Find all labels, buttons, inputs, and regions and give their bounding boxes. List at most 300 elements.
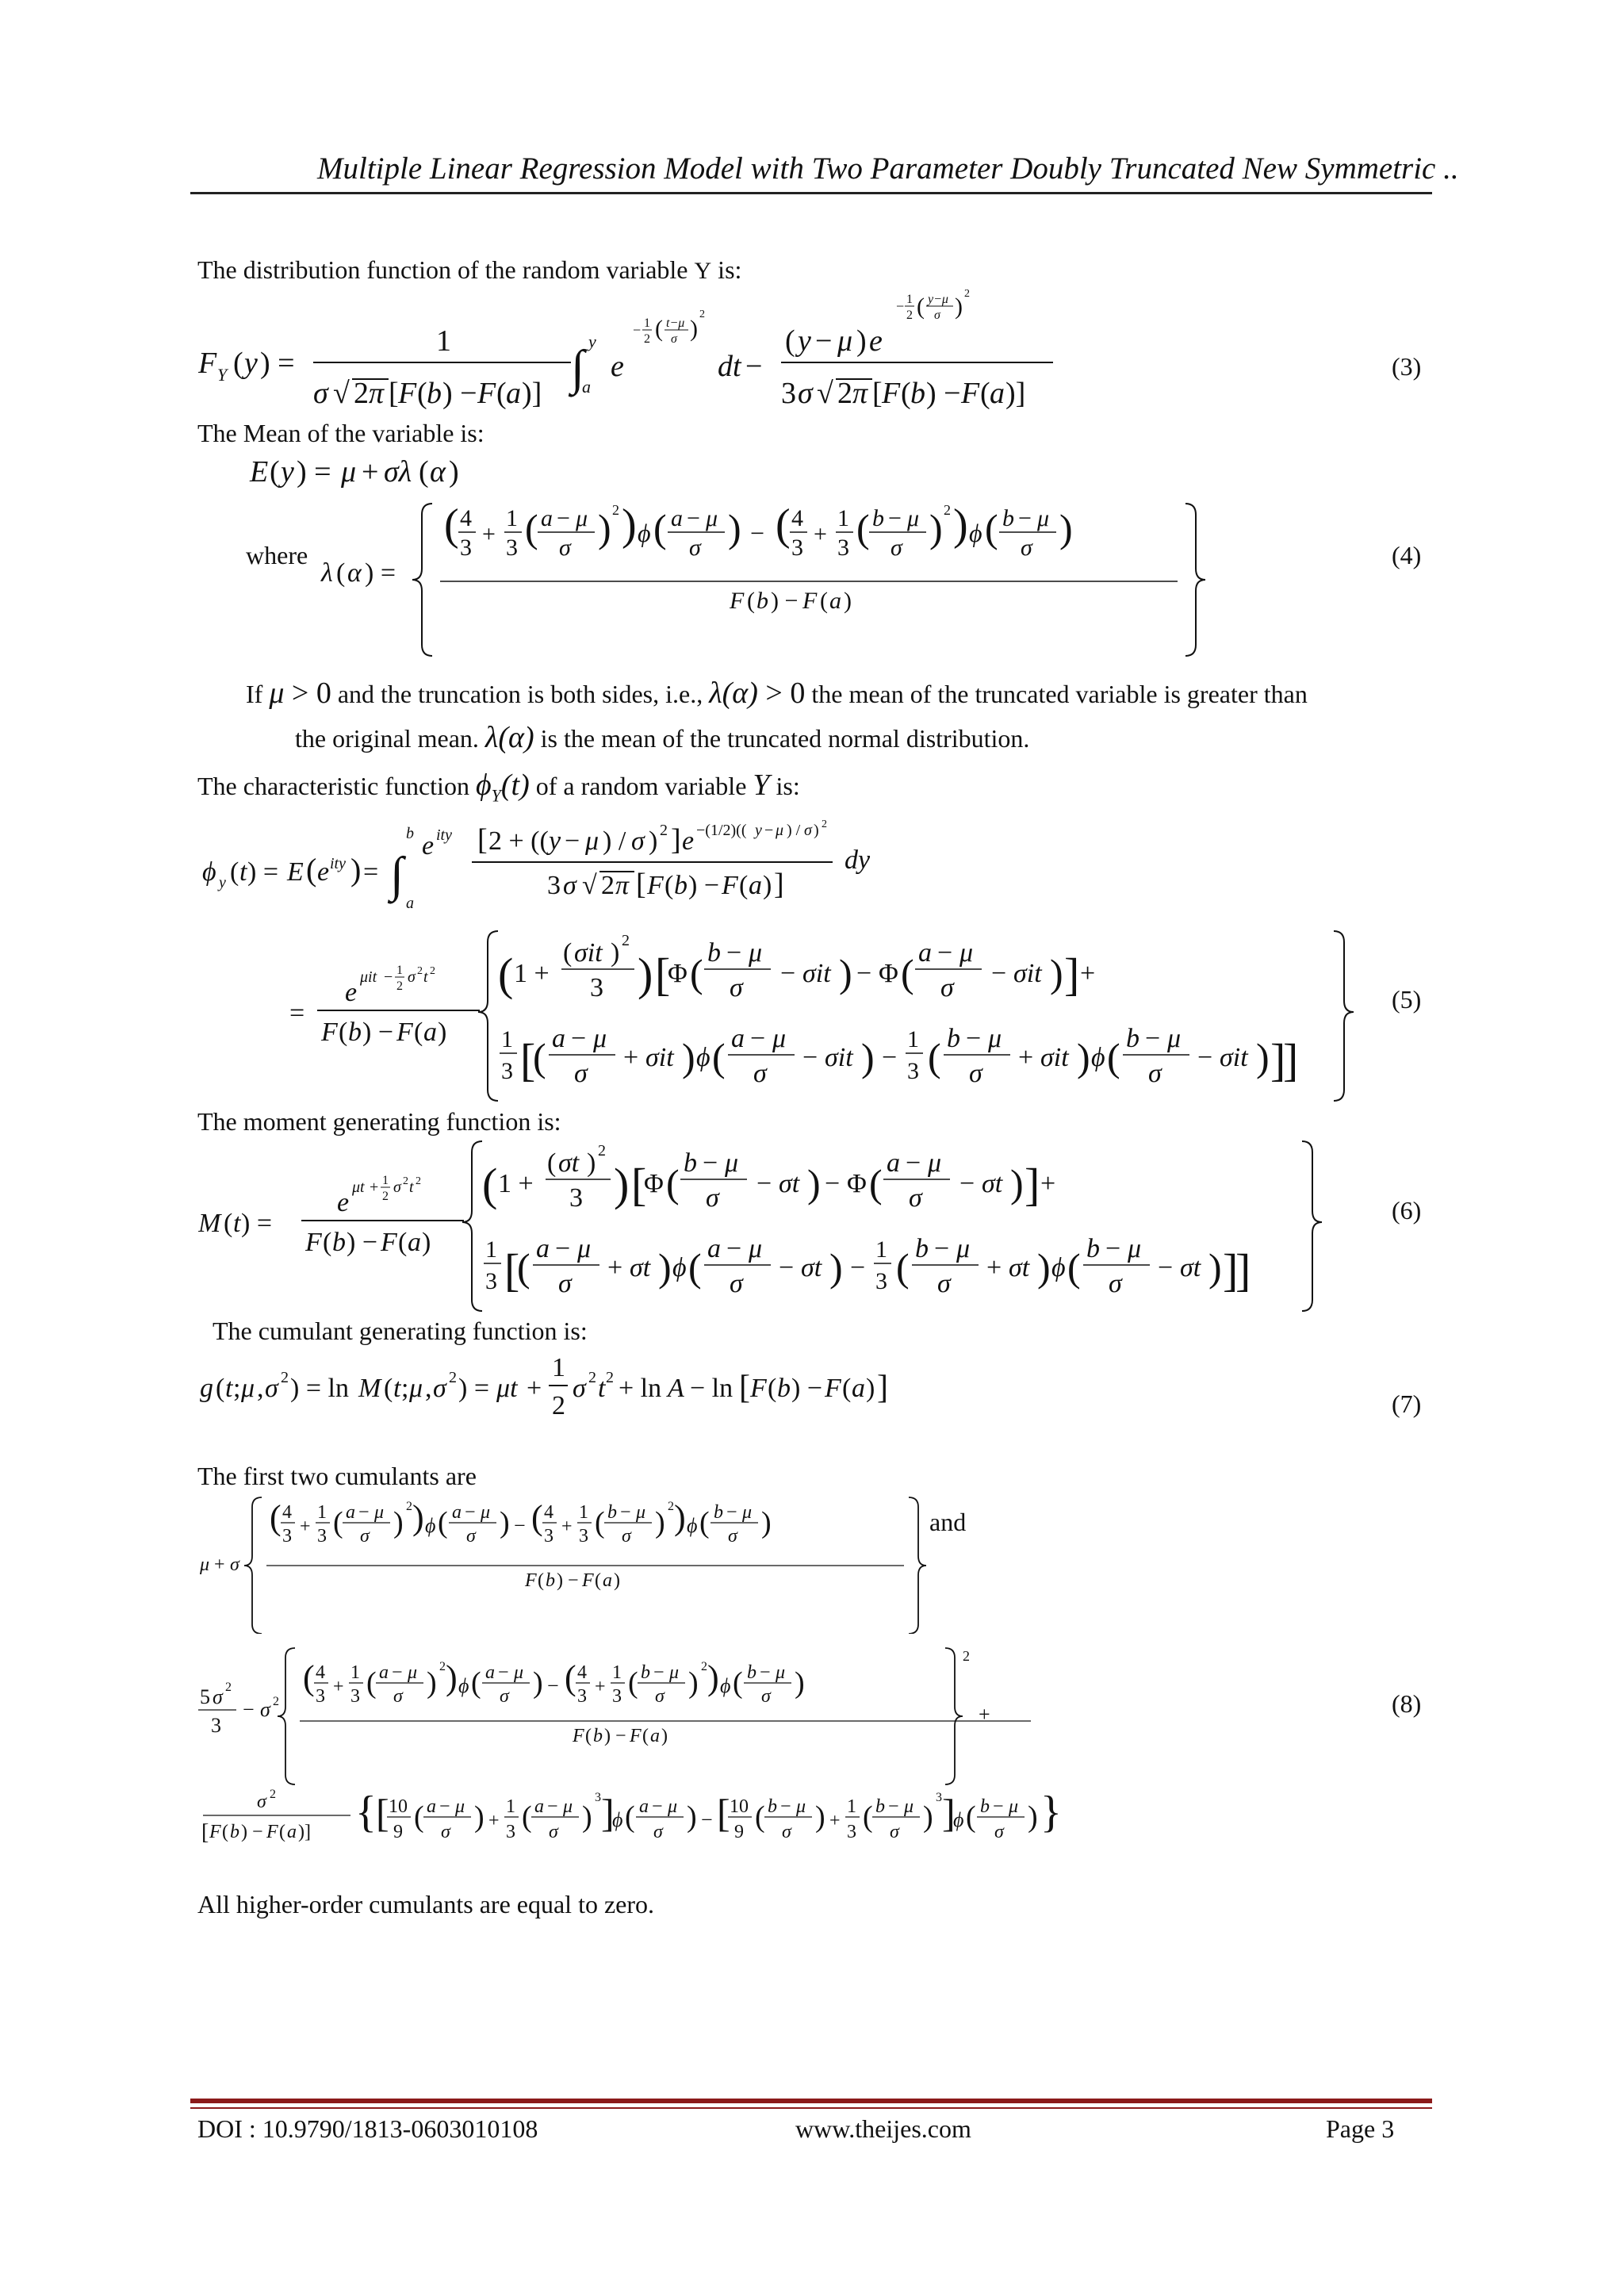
svg-text:2: 2 [552,1391,565,1420]
svg-text:b: b [230,1822,239,1842]
svg-text:[: [ [872,377,883,410]
svg-text:ϕ: ϕ [1051,1253,1066,1282]
svg-text:a: a [406,895,414,912]
svg-text:+: + [1040,1169,1056,1198]
svg-text:σλ: σλ [384,455,412,489]
svg-text:+: + [362,455,379,489]
svg-text:μ: μ [904,1796,914,1817]
svg-text:[: [ [504,1244,520,1296]
svg-text:[: [ [636,868,646,901]
svg-text:2: 2 [439,1660,446,1673]
svg-text:1: 1 [436,324,451,358]
svg-text:(: ( [482,1159,498,1210]
svg-text:b: b [980,1796,990,1817]
svg-text:)]: )] [522,377,542,410]
svg-text:ϕ: ϕ [458,1674,469,1697]
svg-text:): ) [1010,1161,1024,1205]
svg-text:) −: ) − [771,588,799,614]
svg-text:2: 2 [449,1369,457,1386]
svg-text:1: 1 [907,1026,919,1052]
svg-text:σ: σ [1109,1269,1122,1298]
svg-text:1 +: 1 + [514,959,550,988]
svg-text:ϕ: ϕ [202,857,216,887]
svg-text:F: F [525,1570,537,1591]
svg-text:μ: μ [725,1148,739,1178]
svg-text:) −: ) − [362,1018,393,1047]
svg-text:1: 1 [382,1174,389,1187]
svg-text:σ: σ [213,1685,223,1708]
svg-text:−: − [959,1169,975,1198]
svg-text:(: ( [733,1666,743,1700]
svg-text:−: − [555,1234,571,1263]
svg-text:2: 2 [598,1142,606,1159]
svg-text:∫: ∫ [390,848,404,902]
svg-text:−(1/2)((: −(1/2)(( [696,822,747,839]
equation-3 [198,286,1110,424]
svg-text:−: − [392,1662,403,1683]
svg-text:A: A [668,1374,684,1403]
svg-text:2: 2 [668,1500,674,1513]
svg-text:3: 3 [781,377,796,410]
svg-text:) −: ) − [688,871,719,900]
if-word: If [246,680,263,708]
svg-text:) =: ) = [241,1209,272,1238]
svg-text:(: ( [496,377,507,410]
svg-text:σt: σt [801,1253,822,1282]
svg-text:(: ( [339,1018,348,1047]
svg-text:)]: )] [1005,377,1026,410]
svg-text:(: ( [522,1800,532,1834]
svg-text:[: [ [477,823,488,857]
svg-text:M: M [198,1209,221,1238]
svg-text:2: 2 [273,1695,279,1708]
svg-text:F: F [582,1570,594,1591]
svg-text:[: [ [655,949,671,1000]
svg-text:b: b [777,1374,791,1403]
svg-text:2: 2 [430,965,435,977]
svg-text:]: ] [1025,1159,1040,1210]
svg-text:): ) [1059,506,1073,550]
svg-text:2: 2 [606,1369,614,1386]
svg-text:+: + [623,1043,639,1072]
svg-text:√: √ [333,377,350,410]
svg-text:μ: μ [241,1374,255,1403]
svg-text:(: ( [595,1506,605,1539]
svg-text:(: ( [384,1374,393,1403]
svg-text:;: ; [401,1374,409,1403]
svg-text:α: α [430,455,446,489]
svg-text:2: 2 [601,871,615,900]
svg-text:−: − [652,1796,663,1817]
svg-text:σ: σ [393,1686,403,1707]
svg-text:−: − [780,1796,791,1817]
svg-text:(: ( [366,1666,377,1700]
if-clause-text: and the truncation is both sides, i.e., [337,680,703,708]
svg-text:) −: ) − [791,1374,822,1403]
svg-text:(: ( [565,1658,576,1697]
svg-text:b: b [747,1662,756,1683]
svg-text:(: ( [699,1506,710,1539]
svg-text:3: 3 [577,1686,587,1707]
svg-text:): ) [763,871,772,900]
svg-text:−: − [882,1043,898,1072]
svg-text:σt: σt [630,1253,651,1282]
svg-text:b: b [1086,1234,1100,1263]
svg-text:[: [ [389,377,399,410]
equation-number-5: (5) [1392,985,1422,1014]
svg-text:−: − [384,968,393,986]
paragraph-if-line1 [246,676,1308,711]
svg-text:(: ( [323,1228,332,1257]
svg-text:]: ] [942,1791,956,1835]
svg-text:2: 2 [588,1369,596,1386]
svg-text:F: F [321,1018,338,1047]
svg-text:σ: σ [891,535,902,561]
svg-text:+: + [214,1554,225,1575]
svg-text:σt: σt [1180,1253,1201,1282]
svg-text:F: F [396,1018,413,1047]
svg-text:1: 1 [847,1796,856,1817]
svg-text:σ: σ [441,1822,450,1842]
svg-text:(: ( [928,1035,941,1079]
svg-text:Φ: Φ [879,959,898,988]
svg-text:a: a [671,505,683,531]
svg-text:μt: μt [496,1374,518,1403]
svg-text:): ) [866,1374,875,1403]
svg-text:−: − [653,1662,665,1683]
svg-text:2: 2 [416,1175,421,1187]
svg-text:−: − [856,959,872,988]
svg-text:]: ] [601,1791,615,1835]
svg-text:1: 1 [506,1796,515,1817]
svg-text:F: F [573,1726,584,1746]
svg-text:F: F [882,377,901,410]
svg-text:σ: σ [393,1179,401,1196]
svg-text:(: ( [820,588,828,614]
svg-text:σ: σ [655,1686,665,1707]
svg-text:σt: σt [558,1148,580,1178]
equation-8-second-cumulant [198,1642,1031,1792]
svg-text:−: − [687,505,700,531]
equation-number-4: (4) [1392,541,1422,569]
svg-text:t: t [225,1374,233,1403]
svg-text:μ: μ [1009,1796,1019,1817]
svg-text:4: 4 [282,1502,292,1523]
svg-text:μ: μ [796,1796,806,1817]
svg-text:F: F [722,871,738,900]
svg-text:∫: ∫ [571,341,584,395]
svg-text:t−μ: t−μ [666,316,685,330]
svg-text:3: 3 [547,871,561,900]
svg-text:) =: ) = [365,558,396,588]
equation-mean [246,448,531,492]
svg-text:μ: μ [749,1234,763,1263]
svg-text:) −: ) − [926,377,961,410]
svg-text:π: π [369,377,385,410]
svg-text:σ: σ [1021,535,1032,561]
svg-text:(: ( [768,1374,777,1403]
svg-text:): ) [761,1506,772,1539]
svg-text:(: ( [224,1209,233,1238]
math-gt-zero: > 0 [284,677,331,710]
svg-text:t: t [239,857,247,887]
svg-text:4: 4 [460,505,472,531]
svg-text:(: ( [498,949,514,1000]
svg-text:+ ln: + ln [619,1374,662,1403]
svg-text:a: a [707,1234,721,1263]
svg-text:σ: σ [761,1686,771,1707]
svg-text:F: F [398,377,417,410]
svg-text:4: 4 [544,1502,553,1523]
svg-text:σit: σit [802,959,831,988]
svg-text:σit: σit [1013,959,1042,988]
svg-text:−: − [514,1514,526,1537]
svg-text:): ) [690,316,698,342]
svg-text:b: b [714,1502,723,1523]
svg-text:ϕ: ϕ [953,1808,964,1831]
svg-text:}: } [1040,1788,1062,1837]
svg-text:μt: μt [352,1179,365,1196]
svg-text:): ) [655,1506,665,1539]
svg-text:a: a [452,1502,462,1523]
svg-text:(: ( [444,500,459,550]
svg-text:): ) [1256,1035,1270,1079]
dist-intro-text: The distribution function of the random variable [197,255,688,284]
svg-text:1: 1 [506,505,518,531]
svg-text:): ) [923,1800,933,1834]
svg-text:σ: σ [574,1059,588,1088]
svg-text:): ) [861,1035,875,1079]
svg-text:−: − [565,826,580,856]
svg-text:=: = [363,857,379,887]
svg-text:ϕ: ϕ [720,1674,731,1697]
svg-text:σ: σ [909,1183,922,1213]
and-word: and [929,1508,967,1536]
svg-text:+: + [333,1677,344,1697]
svg-text:−: − [358,1502,370,1523]
svg-text:σ: σ [730,973,743,1002]
svg-text:b: b [1126,1024,1139,1053]
svg-text:μ: μ [409,1374,423,1403]
svg-text:(: ( [414,1800,424,1834]
svg-text:(: ( [869,1161,883,1205]
svg-text:−: − [760,1662,771,1683]
svg-text:(: ( [688,1245,702,1290]
svg-text:F: F [266,1822,278,1842]
svg-text:[: [ [376,1791,389,1835]
svg-text:F: F [198,347,217,380]
svg-text:μ: μ [772,1024,787,1053]
svg-text:]: ] [1283,1034,1299,1086]
dist-intro-end: is: [718,255,742,284]
svg-text:μ: μ [1037,505,1050,531]
svg-text:): ) [1028,1800,1038,1834]
svg-text:1: 1 [579,1502,588,1523]
svg-text:σ: σ [500,1686,509,1707]
paragraph-if-line2 [295,720,1029,755]
svg-text:E: E [287,857,304,887]
if-result-text: the mean of the truncated variable is greater than [811,680,1308,708]
svg-text:) = ln: ) = ln [290,1374,349,1403]
svg-text:F: F [381,1228,397,1257]
footer-rule-thin [190,2107,1432,2109]
svg-text:+: + [595,1677,606,1697]
svg-text:(: ( [585,1726,592,1746]
svg-text:4: 4 [316,1662,325,1683]
svg-text:ϕ: ϕ [969,519,982,547]
equation-number-3: (3) [1392,352,1422,381]
svg-text:3: 3 [350,1686,360,1707]
svg-text:σ: σ [230,1554,239,1575]
svg-text:2: 2 [964,288,970,300]
svg-text:−: − [815,324,833,358]
svg-text:−: − [888,1796,899,1817]
svg-text:(: ( [863,1800,873,1834]
svg-text:): ) [688,1666,699,1700]
svg-text:3: 3 [506,1822,515,1842]
svg-text:) −: ) − [241,1822,263,1842]
svg-text:−: − [1018,505,1032,531]
svg-text:y: y [281,455,294,489]
svg-text:+: + [527,1374,542,1403]
svg-text:σ: σ [631,826,645,856]
svg-text:b: b [593,1726,603,1746]
svg-text:2: 2 [403,1175,408,1187]
svg-text:σ: σ [728,1526,737,1547]
paragraph-mean: The Mean of the variable is: [197,419,485,447]
dist-variable: Y [694,258,712,284]
svg-text:dy: dy [845,845,871,875]
svg-text:b: b [607,1502,617,1523]
svg-text:σ: σ [653,1822,663,1842]
svg-text:3: 3 [460,535,472,561]
svg-text:y: y [755,822,762,839]
svg-text:) −: ) − [557,1570,579,1591]
svg-text:(: ( [690,951,703,995]
svg-text:a: a [918,938,932,968]
svg-text:(: ( [901,951,914,995]
svg-text:a: a [852,1374,865,1403]
svg-text:ϕ: ϕ [696,1043,710,1072]
svg-text:σ: σ [573,1374,586,1403]
svg-text:α: α [347,558,362,588]
svg-text:μ: μ [776,1662,786,1683]
svg-text:): ) [614,1570,620,1591]
svg-text:(: ( [417,377,427,410]
svg-text:μ: μ [576,505,588,531]
svg-text:σ: σ [671,332,677,346]
svg-text:a: a [552,1024,565,1053]
svg-text:− ln: − ln [690,1374,733,1403]
svg-text:σ: σ [622,1526,631,1547]
svg-text:−: − [780,959,796,988]
svg-text:(: ( [414,1018,423,1047]
math-lambda-alpha-2: λ(α) [485,721,534,754]
svg-text:3: 3 [837,535,849,561]
svg-text:(: ( [785,324,795,358]
svg-text:σit: σit [825,1043,853,1072]
svg-text:2: 2 [963,1648,970,1664]
svg-text:b: b [332,1228,346,1257]
svg-text:): ) [807,1161,821,1205]
svg-text:σit: σit [1040,1043,1069,1072]
svg-text:]: ] [774,868,784,901]
svg-text:2: 2 [837,377,852,410]
svg-text:): ) [844,588,852,614]
svg-text:σit: σit [645,1043,674,1072]
svg-text:) −: ) − [347,1228,377,1257]
svg-text:): ) [598,506,611,550]
svg-text:): ) [638,949,653,1000]
svg-text:;: ; [233,1374,241,1403]
svg-text:) /: ) / [603,826,626,856]
svg-text:ity: ity [436,826,452,844]
svg-text:σ: σ [313,377,328,410]
svg-text:]: ] [1270,1034,1286,1086]
paragraph-characteristic-intro [197,768,800,807]
svg-text:μ: μ [1128,1234,1142,1263]
svg-text:) /: ) / [787,822,801,839]
svg-text:y: y [219,874,226,891]
svg-text:4: 4 [577,1662,587,1683]
svg-text:b: b [875,1796,885,1817]
svg-text:a: a [287,1822,297,1842]
svg-text:2: 2 [699,309,705,320]
svg-text:2: 2 [354,377,369,410]
svg-text:2: 2 [396,979,403,993]
svg-text:σ: σ [466,1526,476,1547]
svg-text:−: − [465,1502,476,1523]
svg-text:): ) [953,500,968,550]
svg-text:(: ( [230,857,239,887]
svg-text:): ) [795,1666,805,1700]
svg-text:μ: μ [374,1502,385,1523]
svg-text:E: E [250,455,269,489]
svg-text:F: F [825,1374,841,1403]
svg-text:(: ( [980,377,990,410]
svg-text:y: y [549,826,561,856]
svg-text:b: b [1002,505,1014,531]
equation-characteristic-integral [198,805,991,924]
svg-text:(: ( [216,1374,225,1403]
svg-text:y−μ: y−μ [928,293,948,306]
svg-text:g: g [200,1374,213,1403]
equation-4 [317,496,1221,666]
svg-text:σ: σ [782,1822,791,1842]
svg-text:F: F [477,377,496,410]
footer-website[interactable]: www.theijes.com [795,2114,971,2143]
svg-text:μ: μ [928,1148,942,1178]
header-rule [190,192,1432,194]
svg-text:−: − [620,1502,631,1523]
svg-text:a: a [408,1228,421,1257]
paragraph-higher-order: All higher-order cumulants are equal to zero. [197,1890,655,1918]
svg-text:b: b [406,825,414,842]
svg-text:μ: μ [742,1502,753,1523]
svg-text:): ) [622,500,637,550]
svg-text:−: − [750,519,765,547]
svg-text:b: b [684,1148,697,1178]
svg-text:b: b [872,505,884,531]
svg-text:(: ( [917,293,925,320]
svg-text:σt: σt [1009,1253,1030,1282]
svg-text:): ) [815,1800,825,1834]
math-phi-y-t: $\phi_Y(t)$ [475,769,530,806]
svg-text:9: 9 [393,1822,403,1842]
svg-text:σ: σ [934,309,940,322]
svg-text:): ) [658,1245,672,1290]
svg-text:2: 2 [281,1369,289,1386]
